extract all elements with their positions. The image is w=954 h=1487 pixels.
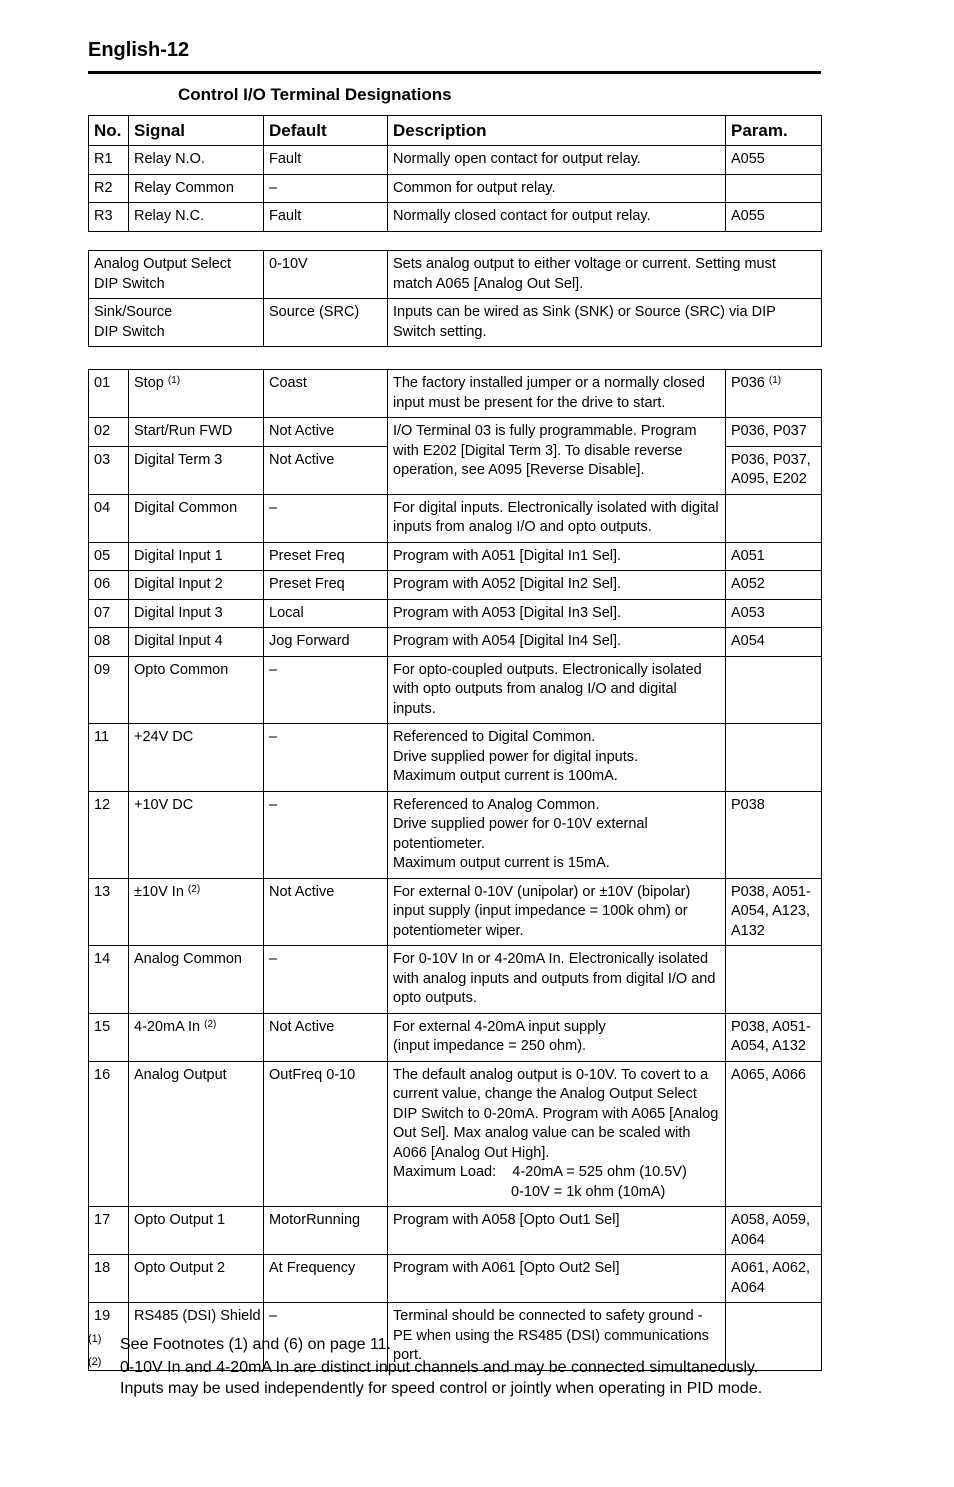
cell-description: Program with A052 [Digital In2 Sel]. (388, 571, 726, 600)
cell-no: 05 (89, 542, 129, 571)
cell-default: – (264, 791, 388, 878)
table-row (89, 146, 822, 175)
cell-description: Program with A058 [Opto Out1 Sel] (388, 1207, 726, 1255)
cell-description (388, 1061, 726, 1207)
cell-default: Coast (264, 370, 388, 418)
cell-default: Source (SRC) (264, 299, 388, 347)
page-title: English-12 (88, 38, 821, 74)
cell-param: A055 (726, 146, 822, 175)
cell-no: 18 (89, 1255, 129, 1303)
cell-description: Program with A053 [Digital In3 Sel]. (388, 599, 726, 628)
cell-signal: Digital Input 3 (129, 599, 264, 628)
cell-param (726, 946, 822, 1014)
cell-signal: Start/Run FWD (129, 418, 264, 447)
table-row (89, 878, 822, 946)
signal-text: ±10V In (134, 883, 184, 900)
column-header-param: Param. (726, 116, 822, 146)
cell-description: Normally closed contact for output relay. (388, 203, 726, 232)
cell-signal: RS485 (DSI) Shield (129, 1303, 264, 1371)
table-row (89, 946, 822, 1014)
table-row (89, 571, 822, 600)
cell-no: R1 (89, 146, 129, 175)
table-row (89, 656, 822, 724)
footnote-ref: (1) (768, 375, 782, 386)
cell-signal: Analog Output (129, 1061, 264, 1207)
cell-param: A065, A066 (726, 1061, 822, 1207)
cell-no: 12 (89, 791, 129, 878)
cell-no: R3 (89, 203, 129, 232)
cell-no: 01 (89, 370, 129, 418)
table-row (89, 203, 822, 232)
cell-description: I/O Terminal 03 is fully programmable. Program with E202 [Digital Term 3]. To disable reverse operation, see A095 [Reverse Disable]. (388, 418, 726, 495)
table-row (89, 1013, 822, 1061)
cell-param: A054 (726, 628, 822, 657)
cell-param: P036, P037, A095, E202 (726, 446, 822, 494)
footnote (88, 1357, 828, 1399)
cell-signal: Digital Input 2 (129, 571, 264, 600)
cell-signal: Digital Common (129, 494, 264, 542)
signal-text: Stop (134, 375, 164, 391)
cell-param: A061, A062, A064 (726, 1255, 822, 1303)
cell-description: Program with A054 [Digital In4 Sel]. (388, 628, 726, 657)
cell-param: A055 (726, 203, 822, 232)
footnote-mark: (1) (88, 1333, 102, 1345)
cell-param (726, 370, 822, 418)
cell-no: 09 (89, 656, 129, 724)
cell-signal: Opto Common (129, 656, 264, 724)
cell-description: For digital inputs. Electronically isolated with digital inputs from analog I/O and opto outputs. (388, 494, 726, 542)
cell-signal: Relay N.O. (129, 146, 264, 175)
cell-param: P038, A051-A054, A132 (726, 1013, 822, 1061)
cell-default: – (264, 724, 388, 792)
column-header-default: Default (264, 116, 388, 146)
cell-param: A052 (726, 571, 822, 600)
cell-description: Program with A061 [Opto Out2 Sel] (388, 1255, 726, 1303)
description-text: The default analog output is 0-10V. To covert to a current value, change the Analog Output Select DIP Switch to 0-20mA. Program with A065 [Analog Out Sel]. Max analog value can be scaled with A066 [Analog Out High]. (393, 1066, 719, 1161)
table-row (89, 599, 822, 628)
cell-default: OutFreq 0-10 (264, 1061, 388, 1207)
footnote-mark: (2) (88, 1356, 102, 1368)
column-header-signal: Signal (129, 116, 264, 146)
cell-default: Preset Freq (264, 542, 388, 571)
footnote (88, 1334, 828, 1355)
cell-param (726, 724, 822, 792)
cell-signal (129, 370, 264, 418)
table-row (89, 299, 822, 347)
signal-text: 4-20mA In (134, 1018, 201, 1035)
cell-no: 16 (89, 1061, 129, 1207)
table-row (89, 174, 822, 203)
cell-no: R2 (89, 174, 129, 203)
cell-default: MotorRunning (264, 1207, 388, 1255)
cell-signal: Analog Output Select DIP Switch (89, 251, 264, 299)
footnote-text: 0-10V In and 4-20mA In are distinct input channels and may be connected simultaneously. Inputs may be used independently for speed control or jointly when operating in PID mode. (120, 1359, 763, 1397)
cell-signal: Digital Input 4 (129, 628, 264, 657)
table-row (89, 1207, 822, 1255)
cell-no: 19 (89, 1303, 129, 1371)
cell-no: 13 (89, 878, 129, 946)
cell-signal: Analog Common (129, 946, 264, 1014)
table-caption: Control I/O Terminal Designations (178, 85, 452, 104)
cell-signal: Relay N.C. (129, 203, 264, 232)
cell-param (726, 494, 822, 542)
cell-description: For 0-10V In or 4-20mA In. Electronically isolated with analog inputs and outputs from digital I/O and opto outputs. (388, 946, 726, 1014)
cell-default: 0-10V (264, 251, 388, 299)
cell-description: Sets analog output to either voltage or current. Setting must match A065 [Analog Out Sel]. (388, 251, 822, 299)
cell-param: A053 (726, 599, 822, 628)
cell-default: Preset Freq (264, 571, 388, 600)
cell-param: P038 (726, 791, 822, 878)
cell-default: Fault (264, 203, 388, 232)
table-row (89, 370, 822, 418)
cell-signal: +10V DC (129, 791, 264, 878)
cell-description: Inputs can be wired as Sink (SNK) or Source (SRC) via DIP Switch setting. (388, 299, 822, 347)
table-row (89, 1255, 822, 1303)
cell-description: Program with A051 [Digital In1 Sel]. (388, 542, 726, 571)
cell-signal: Opto Output 1 (129, 1207, 264, 1255)
table-header-row (89, 116, 822, 146)
cell-description: Normally open contact for output relay. (388, 146, 726, 175)
cell-default: – (264, 174, 388, 203)
table-row (89, 418, 822, 447)
cell-default: Not Active (264, 878, 388, 946)
cell-description: Referenced to Analog Common. Drive supplied power for 0-10V external potentiometer. Maximum output current is 15mA. (388, 791, 726, 878)
cell-signal: Sink/Source DIP Switch (89, 299, 264, 347)
cell-description: The factory installed jumper or a normally closed input must be present for the drive to start. (388, 370, 726, 418)
cell-signal: Opto Output 2 (129, 1255, 264, 1303)
footnote-ref: (2) (187, 883, 201, 895)
max-load-line: Maximum Load: 4-20mA = 525 ohm (10.5V) (393, 1164, 687, 1180)
cell-default: At Frequency (264, 1255, 388, 1303)
cell-param: P038, A051-A054, A123, A132 (726, 878, 822, 946)
cell-signal: Digital Input 1 (129, 542, 264, 571)
cell-signal: +24V DC (129, 724, 264, 792)
cell-no: 14 (89, 946, 129, 1014)
cell-signal (129, 1013, 264, 1061)
dip-switch-table (88, 250, 822, 347)
cell-description: For opto-coupled outputs. Electronically isolated with opto outputs from analog I/O and digital inputs. (388, 656, 726, 724)
table-row (89, 494, 822, 542)
cell-no: 15 (89, 1013, 129, 1061)
terminal-table (88, 369, 822, 1371)
max-load-line: 0-10V = 1k ohm (10mA) (511, 1183, 666, 1200)
table-row (89, 791, 822, 878)
cell-default: Not Active (264, 418, 388, 447)
cell-default: Local (264, 599, 388, 628)
table-row (89, 251, 822, 299)
cell-default: Not Active (264, 1013, 388, 1061)
cell-default: – (264, 656, 388, 724)
column-header-no: No. (89, 116, 129, 146)
cell-description: Common for output relay. (388, 174, 726, 203)
cell-no: 06 (89, 571, 129, 600)
cell-description: Terminal should be connected to safety ground - PE when using the RS485 (DSI) communications port. (388, 1303, 726, 1371)
column-header-description: Description (388, 116, 726, 146)
footnotes (88, 1334, 828, 1401)
cell-param: P036, P037 (726, 418, 822, 447)
table-row (89, 724, 822, 792)
param-text: P036 (731, 375, 765, 391)
cell-default: – (264, 946, 388, 1014)
cell-signal (129, 878, 264, 946)
cell-default: – (264, 1303, 388, 1371)
cell-no: 11 (89, 724, 129, 792)
footnote-ref: (1) (167, 375, 181, 386)
cell-default: Fault (264, 146, 388, 175)
cell-signal: Digital Term 3 (129, 446, 264, 494)
cell-default: – (264, 494, 388, 542)
relay-table (88, 115, 822, 232)
cell-description: For external 0-10V (unipolar) or ±10V (bipolar) input supply (input impedance = 100k ohm) or potentiometer wiper. (388, 878, 726, 946)
footnote-ref: (2) (204, 1018, 217, 1030)
cell-no: 04 (89, 494, 129, 542)
cell-signal: Relay Common (129, 174, 264, 203)
cell-no: 07 (89, 599, 129, 628)
cell-param (726, 174, 822, 203)
table-row (89, 628, 822, 657)
cell-description: Referenced to Digital Common. Drive supplied power for digital inputs. Maximum output current is 100mA. (388, 724, 726, 792)
cell-param: A058, A059, A064 (726, 1207, 822, 1255)
cell-no: 03 (89, 446, 129, 494)
cell-param: A051 (726, 542, 822, 571)
cell-no: 02 (89, 418, 129, 447)
cell-param (726, 656, 822, 724)
table-row (89, 542, 822, 571)
table-row (89, 1061, 822, 1207)
cell-description: For external 4-20mA input supply (input impedance = 250 ohm). (388, 1013, 726, 1061)
footnote-text: See Footnotes (1) and (6) on page 11. (120, 1336, 391, 1353)
cell-no: 08 (89, 628, 129, 657)
cell-no: 17 (89, 1207, 129, 1255)
cell-default: Not Active (264, 446, 388, 494)
cell-default: Jog Forward (264, 628, 388, 657)
